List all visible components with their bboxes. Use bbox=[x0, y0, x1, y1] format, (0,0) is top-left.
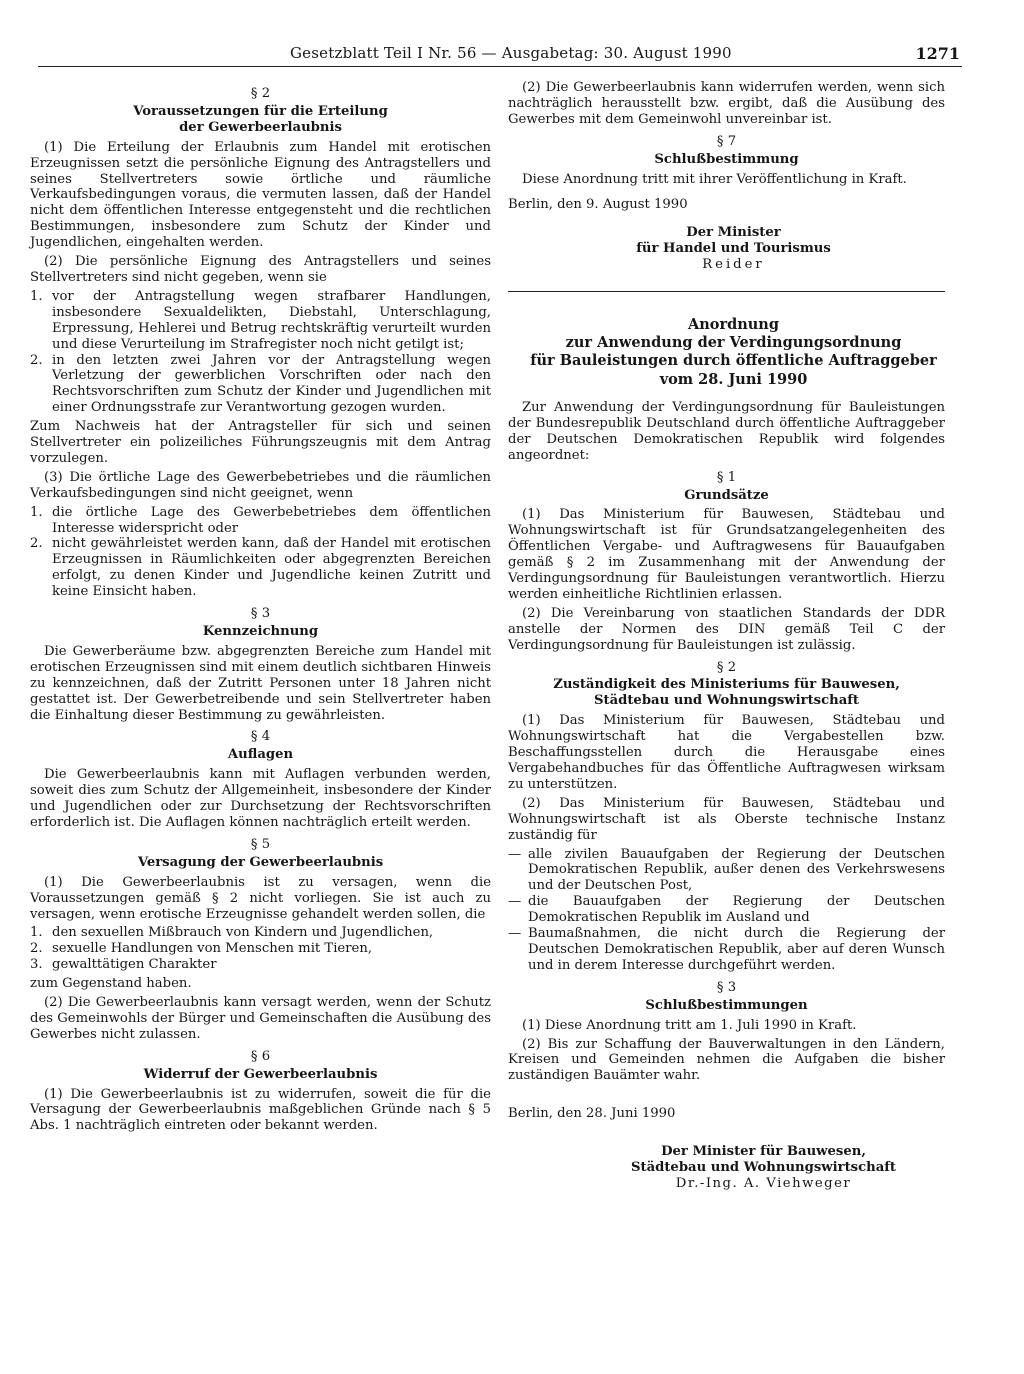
section-number: § 6 bbox=[250, 1048, 271, 1064]
list-item bbox=[508, 894, 945, 926]
list-item bbox=[508, 847, 945, 895]
numbered-list bbox=[30, 925, 491, 973]
list-item bbox=[508, 926, 945, 974]
paragraph: (1) Diese Anordnung tritt am 1. Juli 1990 in Kraft. bbox=[522, 1017, 857, 1033]
paragraph: Die Gewerberäume bzw. abgegrenzten Bereiche zum Handel mit erotischen Erzeugnissen sind mit einem deutlich sichtbaren Hinweis zu kennzeichnen, daß der Zutritt Personen unter 18 Jahren nicht gestattet ist. Der Gewerbetreibende und sein Stellvertreter haben die Einhaltung dieser Bestimmung zu gewährleisten. bbox=[30, 643, 491, 723]
paragraph: (1) Die Gewerbeerlaubnis ist zu widerrufen, soweit die für die Versagung der Gewerbeerlaubnis maßgeblichen Gründe nach § 5 Abs. 1 nachträglich eintreten oder bekannt werden. bbox=[30, 1086, 491, 1134]
list-item bbox=[30, 289, 491, 353]
section-title-line: der Gewerbeerlaubnis bbox=[179, 119, 342, 135]
section-number: § 3 bbox=[716, 979, 737, 995]
dash-marker: — bbox=[508, 926, 522, 942]
list-item-text: in den letzten zwei Jahren vor der Antragstellung wegen Verletzung der gewerblichen Vorschriften oder nach den Rechtsvorschriften zum Schutz der Kinder und Jugendlichen mit einer Ordnungsstrafe zur Verantwortung gezogen wurden. bbox=[52, 352, 491, 416]
list-marker: 1. bbox=[30, 504, 43, 520]
paragraph: Zur Anwendung der Verdingungsordnung für Bauleistungen der Bundesrepublik Deutschland durch öffentliche Auftraggeber der Deutschen Demokratischen Republik wird folgendes angeordnet: bbox=[508, 399, 945, 463]
page-header bbox=[38, 44, 962, 70]
signature-name: Dr.-Ing. A. Viehweger bbox=[675, 1175, 852, 1191]
section-number: § 7 bbox=[716, 133, 737, 149]
list-item-text: die Bauaufgaben der Regierung der Deutschen Demokratischen Republik im Ausland und bbox=[528, 894, 945, 926]
list-item-text: alle zivilen Bauaufgaben der Regierung der Deutschen Demokratischen Republik, außer denen des Verkehrswesens und der Deutschen Post, bbox=[528, 846, 945, 894]
list-item bbox=[30, 536, 491, 600]
list-item-text: nicht gewährleistet werden kann, daß der Handel mit erotischen Erzeugnissen in Räumlichkeiten oder abgegrenzten Bereichen erfolgt, zu denen Kinder und Jugendliche keinen Zutritt und keine Einsicht haben. bbox=[52, 536, 491, 600]
section-title: Auflagen bbox=[227, 747, 294, 763]
section-divider bbox=[508, 291, 945, 292]
order-title: für Bauleistungen durch öffentliche Auftraggeber bbox=[530, 352, 937, 370]
paragraph: Diese Anordnung tritt mit ihrer Veröffentlichung in Kraft. bbox=[522, 171, 907, 187]
dash-marker: — bbox=[508, 846, 522, 862]
section-number: § 1 bbox=[716, 469, 737, 485]
signature-title: Der Minister bbox=[686, 225, 781, 241]
section-title: Versagung der Gewerbeerlaubnis bbox=[137, 854, 384, 870]
list-item bbox=[30, 941, 491, 957]
paragraph: (1) Das Ministerium für Bauwesen, Städtebau und Wohnungswirtschaft ist für Grundsatzangelegenheiten des Öffentlichen Vergabe- und Auftragwesens für Bauaufgaben gemäß § 2 im Zusammenhang mit der Anwendung der Verdingungsordnung für Bauleistungen verantwortlich. Hierzu werden einheitliche Richtlinien erlassen. bbox=[508, 507, 945, 602]
order-title: Anordnung bbox=[687, 316, 779, 334]
section-title-line: Zuständigkeit des Ministeriums für Bauwesen, bbox=[553, 677, 900, 693]
list-marker: 2. bbox=[30, 941, 43, 957]
signature-title: für Handel und Tourismus bbox=[636, 241, 831, 257]
place-date: Berlin, den 9. August 1990 bbox=[508, 197, 688, 213]
list-marker: 1. bbox=[30, 288, 43, 304]
section-number: § 2 bbox=[716, 659, 737, 675]
list-marker: 2. bbox=[30, 352, 43, 368]
section-number: § 4 bbox=[250, 729, 271, 745]
section-title-line: Städtebau und Wohnungswirtschaft bbox=[593, 693, 860, 709]
section-title: Schlußbestimmungen bbox=[645, 997, 808, 1013]
paragraph: (2) Die Vereinbarung von staatlichen Standards der DDR anstelle der Normen des DIN gemäß Teil C der Verdingungsordnung für Bauleistungen ist zulässig. bbox=[508, 605, 945, 653]
section-title bbox=[508, 677, 945, 709]
paragraph: Die Gewerbeerlaubnis kann mit Auflagen verbunden werden, soweit dies zum Schutz der Allgemeinheit, insbesondere der Kinder und Jugendlichen oder zur Durchsetzung der Rechtsvorschriften erforderlich ist. Die Auflagen können nachträglich erteilt werden. bbox=[30, 767, 491, 830]
paragraph: (2) Das Ministerium für Bauwesen, Städtebau und Wohnungswirtschaft ist als Oberste technische Instanz zuständig für bbox=[508, 795, 945, 843]
list-item bbox=[30, 353, 491, 417]
paragraph: zum Gegenstand haben. bbox=[30, 976, 192, 992]
order-date: vom 28. Juni 1990 bbox=[659, 371, 808, 389]
section-title: Kennzeichnung bbox=[202, 624, 319, 639]
list-item bbox=[30, 505, 491, 537]
paragraph: (2) Die Gewerbeerlaubnis kann versagt werden, wenn der Schutz des Gemeinwohls der Bürger und Gemeinschaften die Ausübung des Gewerbes nicht zulassen. bbox=[30, 995, 491, 1042]
left-column bbox=[30, 80, 491, 1137]
signature-title: Städtebau und Wohnungswirtschaft bbox=[630, 1160, 897, 1176]
section-number: § 2 bbox=[250, 86, 271, 101]
paragraph: (1) Die Erteilung der Erlaubnis zum Handel mit erotischen Erzeugnissen setzt die persönliche Eignung des Antragstellers und seines Stellvertreters sowie örtliche und räumliche Verkaufsbedingungen voraus, die vermuten lassen, daß der Handel nicht dem öffentlichen Interesse entgegensteht und die rechtlichen Bestimmungen, insbesondere zum Schutz der Kinder und Jugendlichen, eingehalten werden. bbox=[30, 139, 491, 251]
paragraph: (3) Die örtliche Lage des Gewerbebetriebes und die räumlichen Verkaufsbedingungen sind nicht geeignet, wenn bbox=[30, 469, 491, 501]
section-number: § 5 bbox=[250, 836, 271, 852]
dash-marker: — bbox=[508, 894, 522, 910]
list-item-text: Baumaßnahmen, die nicht durch die Regierung der Deutschen Demokratischen Republik, aber auf deren Wunsch und in derem Interesse durchgeführt werden. bbox=[528, 926, 945, 973]
page-number: 1271 bbox=[915, 44, 960, 63]
section-title: Grundsätze bbox=[684, 487, 769, 503]
right-column bbox=[508, 80, 945, 1192]
dash-list bbox=[508, 847, 945, 974]
paragraph: (2) Die Gewerbeerlaubnis kann widerrufen werden, wenn sich nachträglich herausstellt bzw. ergibt, daß die Ausübung des Gewerbes mit dem Gemeinwohl unvereinbar ist. bbox=[508, 80, 945, 127]
list-item-text: vor der Antragstellung wegen strafbarer Handlungen, insbesondere Sexualdelikten, Diebstahl, Unterschlagung, Erpressung, Hehlerei und Betrug rechtskräftig verurteilt wurden und diese Verurteilung im Strafregister noch nicht getilgt ist; bbox=[52, 288, 491, 352]
list-item bbox=[30, 957, 491, 973]
gazette-title: Gesetzblatt Teil I Nr. 56 — Ausgabetag: 30. August 1990 bbox=[290, 44, 732, 62]
section-title: Widerruf der Gewerbeerlaubnis bbox=[143, 1066, 378, 1082]
paragraph: (1) Die Gewerbeerlaubnis ist zu versagen, wenn die Voraussetzungen gemäß § 2 nicht vorliegen. Sie ist auch zu versagen, wenn erotische Erzeugnisse gehandelt werden sollen, die bbox=[30, 874, 491, 922]
section-title: Schlußbestimmung bbox=[654, 151, 799, 167]
list-item-text: den sexuellen Mißbrauch von Kindern und Jugendlichen, bbox=[52, 925, 434, 941]
list-item-text: gewalttätigen Charakter bbox=[52, 957, 217, 973]
paragraph: Zum Nachweis hat der Antragsteller für sich und seinen Stellvertreter ein polizeiliches Führungszeugnis mit dem Antrag vorzulegen. bbox=[30, 419, 491, 466]
order-title: zur Anwendung der Verdingungsordnung bbox=[565, 334, 902, 352]
place-date: Berlin, den 28. Juni 1990 bbox=[508, 1106, 676, 1122]
numbered-list bbox=[30, 289, 491, 416]
list-item-text: die örtliche Lage des Gewerbebetriebes dem öffentlichen Interesse widerspricht oder bbox=[52, 504, 491, 536]
list-item-text: sexuelle Handlungen von Menschen mit Tieren, bbox=[52, 941, 373, 957]
paragraph: (1) Das Ministerium für Bauwesen, Städtebau und Wohnungswirtschaft hat die Vergabestellen bzw. Beschaffungsstellen durch die Herausgabe eines Vergabehandbuches für das Öffentliche Auftragwesen wirksam zu unterstützen. bbox=[508, 713, 945, 792]
paragraph: (2) Bis zur Schaffung der Bauverwaltungen in den Ländern, Kreisen und Gemeinden nehmen die Aufgaben die bisher zuständigen Bauämter wahr. bbox=[508, 1036, 945, 1084]
section-title bbox=[30, 104, 491, 136]
section-number: § 3 bbox=[250, 606, 271, 622]
list-marker: 1. bbox=[30, 925, 43, 941]
list-marker: 3. bbox=[30, 957, 43, 973]
list-marker: 2. bbox=[30, 536, 43, 552]
signature-title: Der Minister für Bauwesen, bbox=[661, 1144, 866, 1160]
list-item bbox=[30, 925, 491, 941]
header-rule bbox=[38, 66, 962, 67]
signature-name: Reider bbox=[702, 257, 765, 273]
paragraph: (2) Die persönliche Eignung des Antragstellers und seines Stellvertreters sind nicht gegeben, wenn sie bbox=[30, 254, 491, 285]
numbered-list bbox=[30, 505, 491, 600]
section-title-line: Voraussetzungen für die Erteilung bbox=[133, 103, 388, 119]
